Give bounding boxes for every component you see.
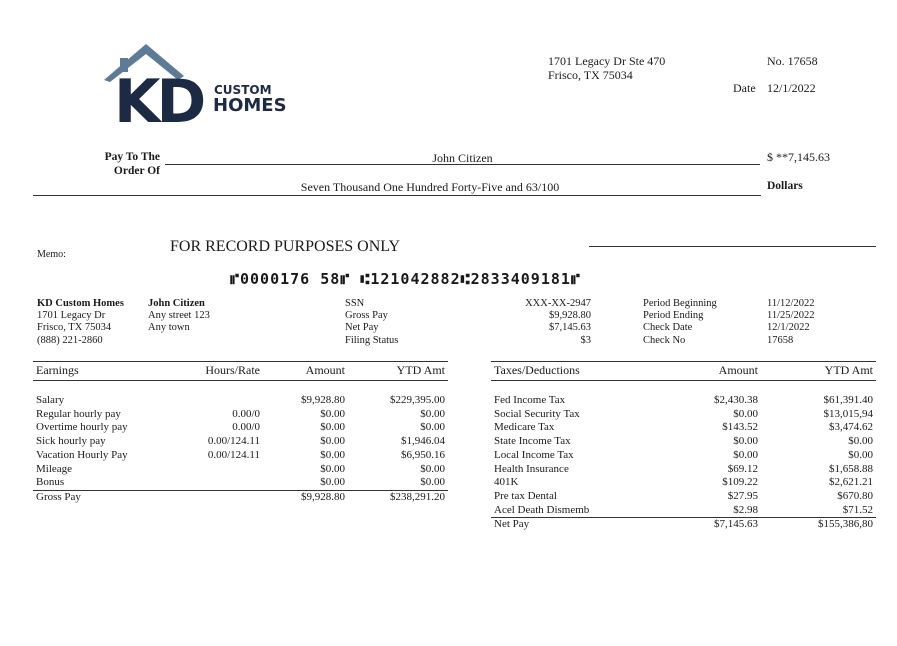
check-amount: $ **7,145.63 bbox=[767, 150, 830, 164]
table-row bbox=[33, 463, 448, 477]
deduction-amount: $2.98 bbox=[733, 503, 758, 516]
employer-phone: (888) 221-2860 bbox=[37, 334, 103, 346]
earning-ytd: $0.00 bbox=[420, 421, 445, 434]
earning-name: Salary bbox=[36, 394, 65, 406]
logo-custom: CUSTOM bbox=[214, 83, 272, 97]
pay-to-label-line1: Pay To The bbox=[104, 151, 160, 163]
deduction-amount: $27.95 bbox=[727, 489, 758, 502]
table-row bbox=[491, 463, 876, 477]
address-line-1: 1701 Legacy Dr Ste 470 bbox=[548, 54, 666, 68]
earning-rate: 0.00/0 bbox=[232, 407, 260, 420]
deduction-amount: $2,430.38 bbox=[714, 394, 758, 406]
deduction-amount: $0.00 bbox=[733, 435, 758, 448]
amount-in-words: Seven Thousand One Hundred Forty-Five and 63/100 bbox=[300, 180, 560, 194]
deduction-ytd: $0.00 bbox=[848, 435, 873, 448]
period-value: 11/25/2022 bbox=[767, 310, 815, 322]
earning-ytd: $0.00 bbox=[420, 476, 445, 489]
dollars-label: Dollars bbox=[767, 180, 803, 192]
earning-rate bbox=[163, 476, 263, 490]
summary-value: XXX-XX-2947 bbox=[525, 298, 591, 309]
earning-ytd: $1,946.04 bbox=[401, 435, 445, 448]
table-row bbox=[491, 490, 876, 504]
col-header: YTD Amt bbox=[348, 362, 448, 381]
earning-ytd: $6,950.16 bbox=[401, 448, 445, 461]
summary-label: Filing Status bbox=[345, 334, 399, 346]
period-label: Check Date bbox=[643, 322, 693, 334]
deductions-header-row bbox=[491, 362, 876, 381]
earning-name: Regular hourly pay bbox=[36, 407, 121, 420]
deduction-ytd: $0.00 bbox=[848, 448, 873, 461]
deduction-name: Fed Income Tax bbox=[494, 394, 566, 406]
earning-name: Overtime hourly pay bbox=[36, 421, 128, 434]
summary-label: Gross Pay bbox=[345, 310, 388, 322]
company-logo bbox=[100, 42, 290, 128]
total-label: Net Pay bbox=[491, 518, 661, 532]
earning-ytd: $0.00 bbox=[420, 407, 445, 420]
earning-rate: 0.00/124.11 bbox=[207, 435, 260, 448]
net-pay-row bbox=[491, 518, 876, 532]
earnings-table bbox=[33, 361, 448, 505]
total-ytd: $238,291.20 bbox=[348, 490, 448, 504]
earning-rate bbox=[163, 394, 263, 408]
total-rate bbox=[163, 490, 263, 504]
earning-rate bbox=[163, 463, 263, 477]
logo-mark: KD bbox=[114, 67, 203, 128]
deduction-ytd: $61,391.40 bbox=[823, 394, 873, 406]
deduction-ytd: $71.52 bbox=[842, 503, 873, 516]
house-roof-icon bbox=[100, 42, 290, 128]
total-amount: $7,145.63 bbox=[661, 518, 761, 532]
payee-name: John Citizen bbox=[432, 151, 493, 165]
table-row bbox=[33, 421, 448, 435]
deduction-name: Medicare Tax bbox=[494, 421, 555, 434]
earning-ytd: $229,395.00 bbox=[390, 394, 445, 406]
earning-amount: $9,928.80 bbox=[301, 394, 345, 406]
employee-address-1: Any street 123 bbox=[148, 310, 210, 322]
earning-name: Sick hourly pay bbox=[36, 435, 106, 448]
period-label: Period Beginning bbox=[643, 298, 717, 309]
earning-amount: $0.00 bbox=[320, 476, 345, 489]
deduction-ytd: $2,621.21 bbox=[829, 476, 873, 489]
col-header: Amount bbox=[263, 362, 348, 381]
earning-name: Bonus bbox=[36, 476, 65, 489]
employer-info bbox=[37, 298, 124, 347]
summary-label: SSN bbox=[345, 298, 365, 309]
earning-amount: $0.00 bbox=[320, 462, 345, 475]
logo-homes: HOMES bbox=[213, 95, 287, 116]
earning-amount: $0.00 bbox=[320, 407, 345, 420]
date-label: Date bbox=[733, 81, 756, 95]
deduction-ytd: $13,015,94 bbox=[823, 407, 873, 420]
deduction-name: State Income Tax bbox=[494, 435, 571, 448]
deduction-name: Local Income Tax bbox=[494, 448, 574, 461]
memo-label: Memo: bbox=[37, 249, 66, 260]
earning-ytd: $0.00 bbox=[420, 462, 445, 475]
summary-label: Net Pay bbox=[345, 322, 379, 334]
pay-to-label-line2: Order Of bbox=[113, 165, 160, 177]
employee-info bbox=[148, 298, 210, 335]
memo-text: FOR RECORD PURPOSES ONLY bbox=[170, 238, 401, 255]
table-row bbox=[491, 394, 876, 408]
deduction-ytd: $3,474.62 bbox=[829, 421, 873, 434]
table-row bbox=[491, 476, 876, 490]
table-row bbox=[33, 449, 448, 463]
earning-name: Vacation Hourly Pay bbox=[36, 448, 128, 461]
total-label: Gross Pay bbox=[33, 490, 163, 504]
table-row bbox=[33, 408, 448, 422]
pay-to-label bbox=[90, 150, 160, 178]
payee-underline bbox=[165, 164, 760, 165]
deduction-amount: $109.22 bbox=[722, 476, 758, 489]
period-label: Period Ending bbox=[643, 310, 704, 322]
summary-value: $3 bbox=[580, 334, 591, 346]
table-row bbox=[491, 435, 876, 449]
deduction-name: Pre tax Dental bbox=[494, 489, 557, 502]
company-address bbox=[548, 54, 665, 82]
address-line-2: Frisco, TX 75034 bbox=[548, 68, 633, 82]
total-amount: $9,928.80 bbox=[263, 490, 348, 504]
deduction-name: Health Insurance bbox=[494, 462, 569, 475]
employer-name: KD Custom Homes bbox=[37, 298, 124, 309]
deduction-ytd: $1,658.88 bbox=[829, 462, 873, 475]
signature-line bbox=[589, 246, 876, 247]
col-header: YTD Amt bbox=[761, 362, 876, 381]
earning-rate: 0.00/0 bbox=[232, 421, 260, 434]
col-header: Taxes/Deductions bbox=[491, 362, 661, 381]
col-header: Amount bbox=[661, 362, 761, 381]
table-row bbox=[491, 408, 876, 422]
deductions-table bbox=[491, 361, 876, 532]
employer-address-2: Frisco, TX 75034 bbox=[37, 322, 112, 334]
deduction-amount: $0.00 bbox=[733, 407, 758, 420]
date-value: 12/1/2022 bbox=[767, 81, 816, 95]
period-values bbox=[767, 298, 814, 347]
check-number: No. 17658 bbox=[767, 54, 818, 68]
earning-amount: $0.00 bbox=[320, 448, 345, 461]
col-header: Earnings bbox=[33, 362, 163, 381]
deduction-amount: $143.52 bbox=[722, 421, 758, 434]
micr-line: ⑈0000176 58⑈ ⑆121042882⑆2833409181⑈ bbox=[230, 270, 581, 288]
employee-name: John Citizen bbox=[148, 298, 205, 309]
employer-address-1: 1701 Legacy Dr bbox=[37, 310, 106, 322]
earnings-header-row bbox=[33, 362, 448, 381]
summary-value: $9,928.80 bbox=[549, 310, 591, 322]
period-value: 17658 bbox=[767, 334, 794, 346]
period-value: 11/12/2022 bbox=[767, 298, 815, 309]
table-row bbox=[491, 504, 876, 518]
deduction-amount: $0.00 bbox=[733, 448, 758, 461]
earning-name: Mileage bbox=[36, 462, 73, 475]
earning-amount: $0.00 bbox=[320, 421, 345, 434]
period-label: Check No bbox=[643, 334, 686, 346]
earning-amount: $0.00 bbox=[320, 435, 345, 448]
deduction-name: 401K bbox=[494, 476, 519, 489]
period-value: 12/1/2022 bbox=[767, 322, 810, 334]
deduction-amount: $69.12 bbox=[727, 462, 758, 475]
deduction-name: Acel Death Dismemb bbox=[494, 503, 590, 516]
table-row bbox=[33, 476, 448, 490]
deduction-name: Social Security Tax bbox=[494, 407, 580, 420]
employee-address-2: Any town bbox=[148, 322, 190, 334]
amount-words-underline bbox=[33, 195, 761, 196]
summary-labels bbox=[345, 298, 398, 347]
total-ytd: $155,386,80 bbox=[761, 518, 876, 532]
table-row bbox=[491, 449, 876, 463]
table-row bbox=[33, 394, 448, 408]
col-header: Hours/Rate bbox=[163, 362, 263, 381]
period-labels bbox=[643, 298, 717, 347]
table-row bbox=[33, 435, 448, 449]
earning-rate: 0.00/124.11 bbox=[207, 448, 260, 461]
table-row bbox=[491, 421, 876, 435]
summary-value: $7,145.63 bbox=[549, 322, 591, 334]
gross-pay-row bbox=[33, 490, 448, 504]
summary-values bbox=[500, 298, 591, 347]
deduction-ytd: $670.80 bbox=[837, 489, 873, 502]
